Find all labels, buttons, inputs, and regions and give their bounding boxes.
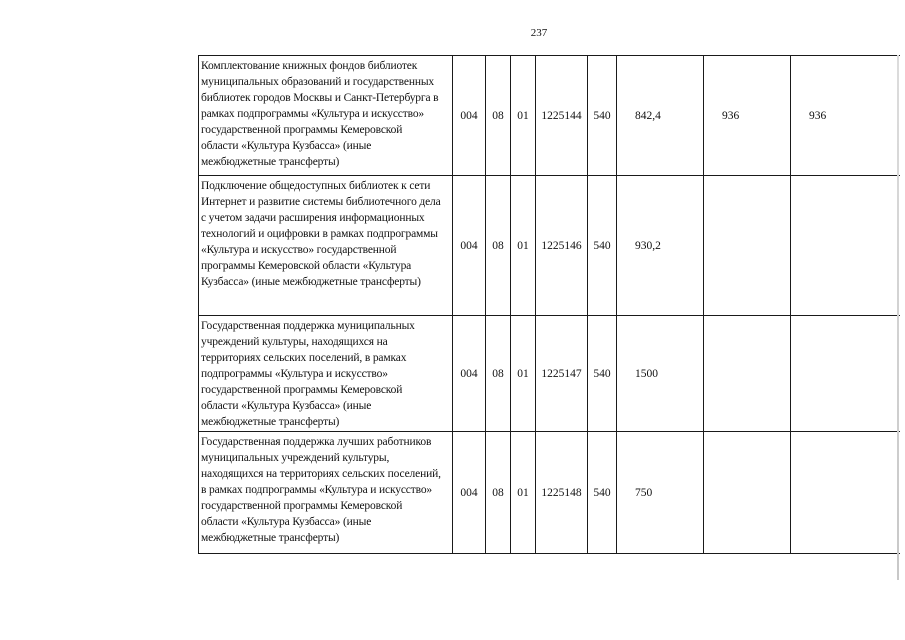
description-line: муниципальных учреждений культуры, [201, 452, 390, 464]
description-line: Кузбасса» (иные межбюджетные трансферты) [201, 276, 421, 288]
expense-type-cell: 540 [588, 176, 617, 316]
page-number: 237 [530, 27, 548, 39]
amount-year-2-cell [704, 176, 791, 316]
amount-year-1-cell: 1500 [617, 316, 704, 432]
description-line: Государственная поддержка лучших работников [201, 436, 432, 448]
amount-year-1-cell: 930,2 [617, 176, 704, 316]
amount-year-3-cell [791, 316, 900, 432]
amount-year-3-cell [791, 176, 900, 316]
description-line: программы Кемеровской области «Культура [201, 260, 412, 272]
row-description [199, 56, 453, 176]
section-code-cell: 08 [486, 176, 511, 316]
section-code-cell: 08 [486, 316, 511, 432]
expense-type-cell: 540 [588, 56, 617, 176]
description-line: рамках подпрограммы «Культура и искусство» [201, 108, 425, 120]
table-row [199, 56, 900, 176]
description-line: области «Культура Кузбасса» (иные [201, 400, 372, 412]
table-row [199, 432, 900, 554]
ministry-code-cell: 004 [453, 432, 486, 554]
scan-edge-shadow [897, 55, 899, 580]
description-line: находящихся на территориях сельских поселений, [201, 468, 441, 480]
subsection-code-cell: 01 [511, 56, 536, 176]
table-body [199, 56, 900, 554]
subsection-code-cell: 01 [511, 316, 536, 432]
amount-year-3-cell: 936 [791, 56, 900, 176]
target-article-cell: 1225147 [536, 316, 588, 432]
amount-year-2-cell [704, 316, 791, 432]
amount-year-2-cell [704, 432, 791, 554]
description-line: межбюджетные трансферты) [201, 156, 340, 168]
description-line: учреждений культуры, находящихся на [201, 336, 388, 348]
description-line: Комплектование книжных фондов библиотек [201, 60, 418, 72]
row-description [199, 432, 453, 554]
description-line: государственной программы Кемеровской [201, 384, 403, 396]
subsection-code-cell: 01 [511, 432, 536, 554]
expense-type-cell: 540 [588, 432, 617, 554]
expense-type-cell: 540 [588, 316, 617, 432]
amount-year-3-cell [791, 432, 900, 554]
ministry-code-cell: 004 [453, 56, 486, 176]
description-line: межбюджетные трансферты) [201, 532, 340, 544]
section-code-cell: 08 [486, 432, 511, 554]
description-line: муниципальных образований и государственных [201, 76, 435, 88]
description-line: территориях сельских поселений, в рамках [201, 352, 407, 364]
description-line: Подключение общедоступных библиотек к сети [201, 180, 431, 192]
row-description [199, 316, 453, 432]
description-line: «Культура и искусство» государственной [201, 244, 397, 256]
amount-year-1-cell: 842,4 [617, 56, 704, 176]
description-line: Интернет и развитие системы библиотечного дела [201, 196, 441, 208]
description-line: государственной программы Кемеровской [201, 500, 403, 512]
description-line: государственной программы Кемеровской [201, 124, 403, 136]
ministry-code-cell: 004 [453, 176, 486, 316]
budget-table [198, 55, 900, 554]
row-description [199, 176, 453, 316]
ministry-code-cell: 004 [453, 316, 486, 432]
section-code-cell: 08 [486, 56, 511, 176]
description-line: библиотек городов Москвы и Санкт-Петербурга в [201, 92, 439, 104]
description-line: области «Культура Кузбасса» (иные [201, 516, 372, 528]
description-line: технологий и оцифровки в рамках подпрограммы [201, 228, 438, 240]
target-article-cell: 1225146 [536, 176, 588, 316]
target-article-cell: 1225148 [536, 432, 588, 554]
subsection-code-cell: 01 [511, 176, 536, 316]
description-line: Государственная поддержка муниципальных [201, 320, 415, 332]
table-row [199, 316, 900, 432]
description-line: межбюджетные трансферты) [201, 416, 340, 428]
description-line: с учетом задачи расширения информационных [201, 212, 425, 224]
table-row [199, 176, 900, 316]
amount-year-1-cell: 750 [617, 432, 704, 554]
description-line: подпрограммы «Культура и искусство» [201, 368, 388, 380]
description-line: области «Культура Кузбасса» (иные [201, 140, 372, 152]
target-article-cell: 1225144 [536, 56, 588, 176]
description-line: в рамках подпрограммы «Культура и искусство» [201, 484, 433, 496]
amount-year-2-cell: 936 [704, 56, 791, 176]
